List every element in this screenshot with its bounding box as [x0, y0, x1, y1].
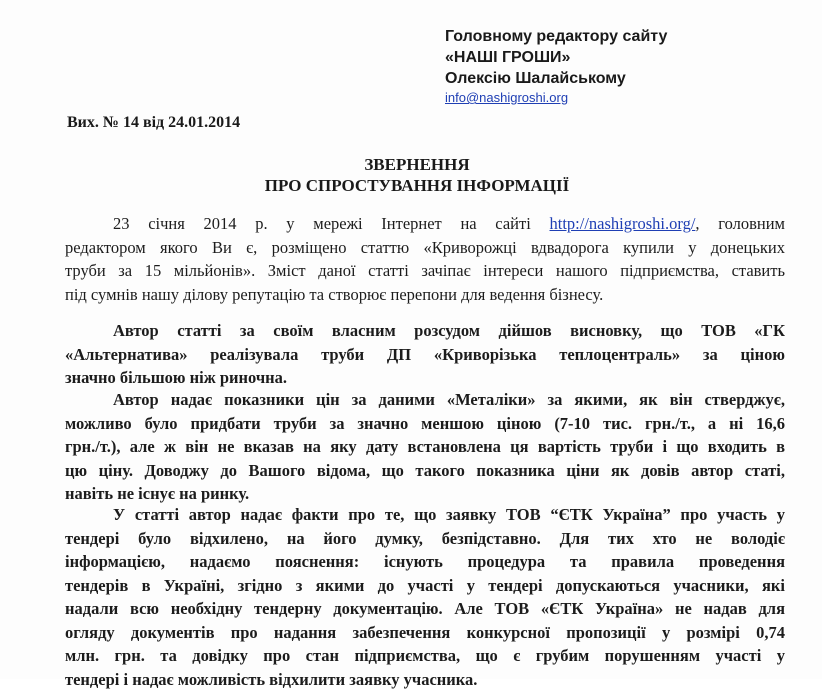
paragraph-line: під сумнів нашу ділову репутацію та створює перепони для ведення бізнесу.: [65, 283, 785, 307]
paragraph-line: редактором якого Ви є, розміщено статтю «Криворожці вдвадорога купили у донецьких: [65, 236, 785, 260]
paragraph-line: тендері було відхилено, на його думку, безпідставно. Для тих хто не володіє: [65, 527, 785, 551]
document-subtitle: ПРО СПРОСТУВАННЯ ІНФОРМАЦІЇ: [6, 175, 822, 196]
document-title: ЗВЕРНЕННЯ: [6, 154, 822, 175]
recipient-block: [445, 26, 667, 107]
paragraph-line: грн./т.), але ж він не вказав на яку дату встановлена ця вартість труби і що входить в: [65, 435, 785, 459]
recipient-line-site: «НАШІ ГРОШИ»: [445, 47, 667, 68]
paragraph-line: надали всю необхідну тендерну документацію. Але ТОВ «ЄТК Україна» не надав для: [65, 597, 785, 621]
paragraph-line: млн. грн. та довідку про стан підприємства, що є грубим порушенням участі у: [65, 644, 785, 668]
paragraph-line: огляду документів про надання забезпечення конкурсної пропозиції у розмірі 0,74: [65, 621, 785, 645]
site-link[interactable]: http://nashigroshi.org/: [550, 214, 696, 233]
paragraph-line: «Альтернатива» реалізувала труби ДП «Криворізька теплоцентраль» за ціною: [65, 343, 785, 367]
paragraph-line: труби за 15 мільйонів». Зміст даної статті зачіпає інтереси нашого підприємства, ставить: [65, 259, 785, 283]
paragraph-2: [65, 319, 785, 390]
paragraph-line: У статті автор надає факти про те, що заявку ТОВ “ЄТК Україна” про участь у: [65, 503, 785, 527]
paragraph-line: можливо було придбати труби за значно меншою ціною (7-10 тис. грн./т., а ні 16,6: [65, 412, 785, 436]
paragraph-line: Автор статті за своїм власним розсудом дійшов висновку, що ТОВ «ГК: [65, 319, 785, 343]
paragraph-line: цю ціну. Доводжу до Вашого відома, що такого показника ціни як довів автор статі,: [65, 459, 785, 483]
paragraph-4: [65, 503, 785, 691]
recipient-line-name: Олексію Шалайському: [445, 68, 667, 89]
paragraph-text: , головним: [695, 214, 785, 233]
paragraph-1: [65, 212, 785, 306]
paragraph-line: Автор надає показники цін за даними «Металіки» за якими, як він стверджує,: [65, 388, 785, 412]
paragraph-3: [65, 388, 785, 506]
paragraph-line: інформацією, надаємо пояснення: існують процедура та правила проведення: [65, 550, 785, 574]
recipient-email-link[interactable]: info@nashigroshi.org: [445, 89, 667, 107]
paragraph-line: навіть не існує на ринку.: [65, 482, 785, 506]
outgoing-number: Вих. № 14 від 24.01.2014: [67, 114, 240, 132]
paragraph-line: тендерів в Україні, згідно з якими до участі у тендері допускаються учасники, які: [65, 574, 785, 598]
paragraph-line: [65, 212, 785, 236]
paragraph-text: 23 січня 2014 р. у мережі Інтернет на сайті: [113, 214, 550, 233]
paragraph-line: тендері і надає можливість відхилити заявку учасника.: [65, 668, 785, 691]
paragraph-line: значно більшою ніж риночна.: [65, 366, 785, 390]
recipient-line-position: Головному редактору сайту: [445, 26, 667, 47]
